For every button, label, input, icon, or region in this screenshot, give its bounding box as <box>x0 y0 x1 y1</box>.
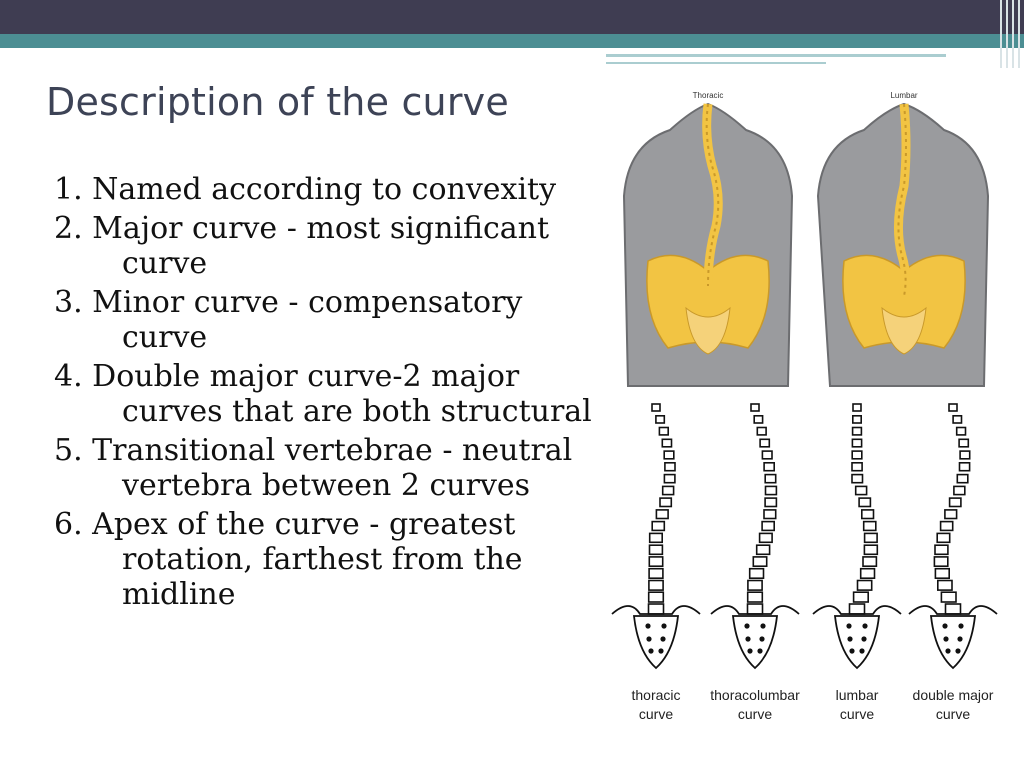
curve-label: thoracic <box>631 687 681 703</box>
curve-label: curve <box>935 706 971 722</box>
sacrum <box>813 606 901 668</box>
sacral-foramen <box>955 648 960 653</box>
vertebra <box>754 416 762 423</box>
vertebra <box>852 451 862 459</box>
sacral-foramen <box>958 623 963 628</box>
vertebra <box>764 463 774 471</box>
vertebra <box>863 557 876 566</box>
vertebra <box>945 510 957 519</box>
vertebra <box>865 533 878 542</box>
vertebra <box>861 569 875 579</box>
curve-label: double major <box>912 687 994 703</box>
vertebra <box>853 428 862 435</box>
sacral-foramen <box>862 623 867 628</box>
accent-panel <box>606 48 1024 68</box>
curve-label: lumbar <box>835 687 879 703</box>
accent-band <box>0 34 1024 48</box>
vertebra <box>662 439 671 447</box>
slide-title: Description of the curve <box>46 80 509 124</box>
vertebra <box>765 475 776 483</box>
vertebra <box>954 486 965 494</box>
vertebra <box>649 581 663 591</box>
vertebra <box>748 581 762 591</box>
sacral-foramen <box>942 623 947 628</box>
sacral-foramen <box>744 623 749 628</box>
vertebra <box>753 557 766 566</box>
vertebra <box>665 463 675 471</box>
vertebra <box>946 604 961 614</box>
vertebra <box>649 604 664 614</box>
vertebra <box>748 592 763 602</box>
curve-labels <box>631 687 993 722</box>
vertebra <box>765 498 776 506</box>
sacrum <box>711 606 799 668</box>
vertebra <box>959 439 968 447</box>
list-item: 1. Named according to convexity <box>54 172 557 207</box>
vertebra <box>760 533 773 542</box>
vertebra <box>938 581 952 591</box>
vertebra <box>766 486 777 494</box>
curve-label: curve <box>839 706 875 722</box>
sacral-foramen <box>747 648 752 653</box>
vertebra <box>652 404 660 411</box>
vertebra <box>760 439 769 447</box>
sacral-foramen <box>645 623 650 628</box>
sacral-foramen <box>945 648 950 653</box>
vertebra <box>850 604 865 614</box>
curve-label: thoracolumbar <box>710 687 800 703</box>
vertebra <box>757 545 770 554</box>
point-list <box>54 172 594 616</box>
sacral-foramen <box>648 648 653 653</box>
back-illustration-lumbar <box>818 91 988 386</box>
vertebra <box>751 404 759 411</box>
corner-stripes <box>994 0 1024 68</box>
header-band <box>0 0 1024 34</box>
sacral-foramen <box>658 648 663 653</box>
vertebra <box>748 604 763 614</box>
vertebra <box>649 569 663 579</box>
vertebra <box>935 569 949 579</box>
vertebra <box>854 592 869 602</box>
vertebra <box>852 475 863 483</box>
list-item: 3. Minor curve - compensatory curve <box>54 285 523 355</box>
vertebra <box>656 416 664 423</box>
vertebra <box>650 533 663 542</box>
vertebra <box>762 522 774 531</box>
vertebra <box>853 404 861 411</box>
vertebra <box>858 581 872 591</box>
vertebra <box>757 428 766 435</box>
sacrum <box>612 606 700 668</box>
vertebra <box>949 404 957 411</box>
sacral-foramen <box>957 636 962 641</box>
sacral-foramen <box>861 636 866 641</box>
vertebra <box>852 463 862 471</box>
sacral-foramen <box>847 636 852 641</box>
vertebra <box>656 510 668 519</box>
vertebra <box>934 557 947 566</box>
vertebra <box>864 545 877 554</box>
curve-label: curve <box>638 706 674 722</box>
back-illustration-thoracic <box>624 91 792 386</box>
vertebra <box>650 545 663 554</box>
list-item: 2. Major curve - most significant curve <box>54 211 550 281</box>
vertebra <box>750 569 764 579</box>
vertebra <box>960 451 970 459</box>
list-item: 5. Transitional vertebrae - neutral vertebra between 2 curves <box>54 433 573 503</box>
vertebra <box>960 463 970 471</box>
vertebra <box>859 498 870 506</box>
vertebra <box>941 592 956 602</box>
vertebra <box>950 498 961 506</box>
vertebra <box>953 416 961 423</box>
spine-diagrams <box>612 404 997 668</box>
vertebra <box>957 428 966 435</box>
vertebra <box>957 475 968 483</box>
sacral-foramen <box>759 636 764 641</box>
vertebra <box>853 416 861 423</box>
vertebra <box>663 486 674 494</box>
vertebra <box>660 498 671 506</box>
vertebra <box>659 428 668 435</box>
accent-line <box>606 62 826 64</box>
accent-line <box>606 54 946 57</box>
vertebra <box>649 592 664 602</box>
back-label: Thoracic <box>692 91 724 100</box>
vertebra <box>762 451 772 459</box>
vertebra <box>941 522 953 531</box>
sacral-foramen <box>745 636 750 641</box>
vertebra <box>935 545 948 554</box>
sacral-foramen <box>760 623 765 628</box>
vertebra <box>664 451 674 459</box>
vertebra <box>649 557 662 566</box>
curve-label: curve <box>737 706 773 722</box>
sacrum <box>909 606 997 668</box>
sacral-foramen <box>660 636 665 641</box>
vertebra <box>664 475 675 483</box>
sacral-foramen <box>646 636 651 641</box>
list-item: 4. Double major curve-2 major curves that are both structural <box>54 359 592 429</box>
vertebra <box>852 439 861 447</box>
scoliosis-figure <box>608 86 1000 726</box>
sacral-foramen <box>849 648 854 653</box>
vertebra <box>652 522 664 531</box>
back-label: Lumbar <box>890 91 918 100</box>
sacral-foramen <box>943 636 948 641</box>
vertebra <box>937 533 950 542</box>
sacral-foramen <box>846 623 851 628</box>
sacral-foramen <box>859 648 864 653</box>
vertebra <box>862 510 874 519</box>
vertebra <box>864 522 876 531</box>
list-item: 6. Apex of the curve - greatest rotation, farthest from the midline <box>54 507 523 612</box>
vertebra <box>856 486 867 494</box>
sacral-foramen <box>661 623 666 628</box>
vertebra <box>764 510 776 519</box>
sacral-foramen <box>757 648 762 653</box>
